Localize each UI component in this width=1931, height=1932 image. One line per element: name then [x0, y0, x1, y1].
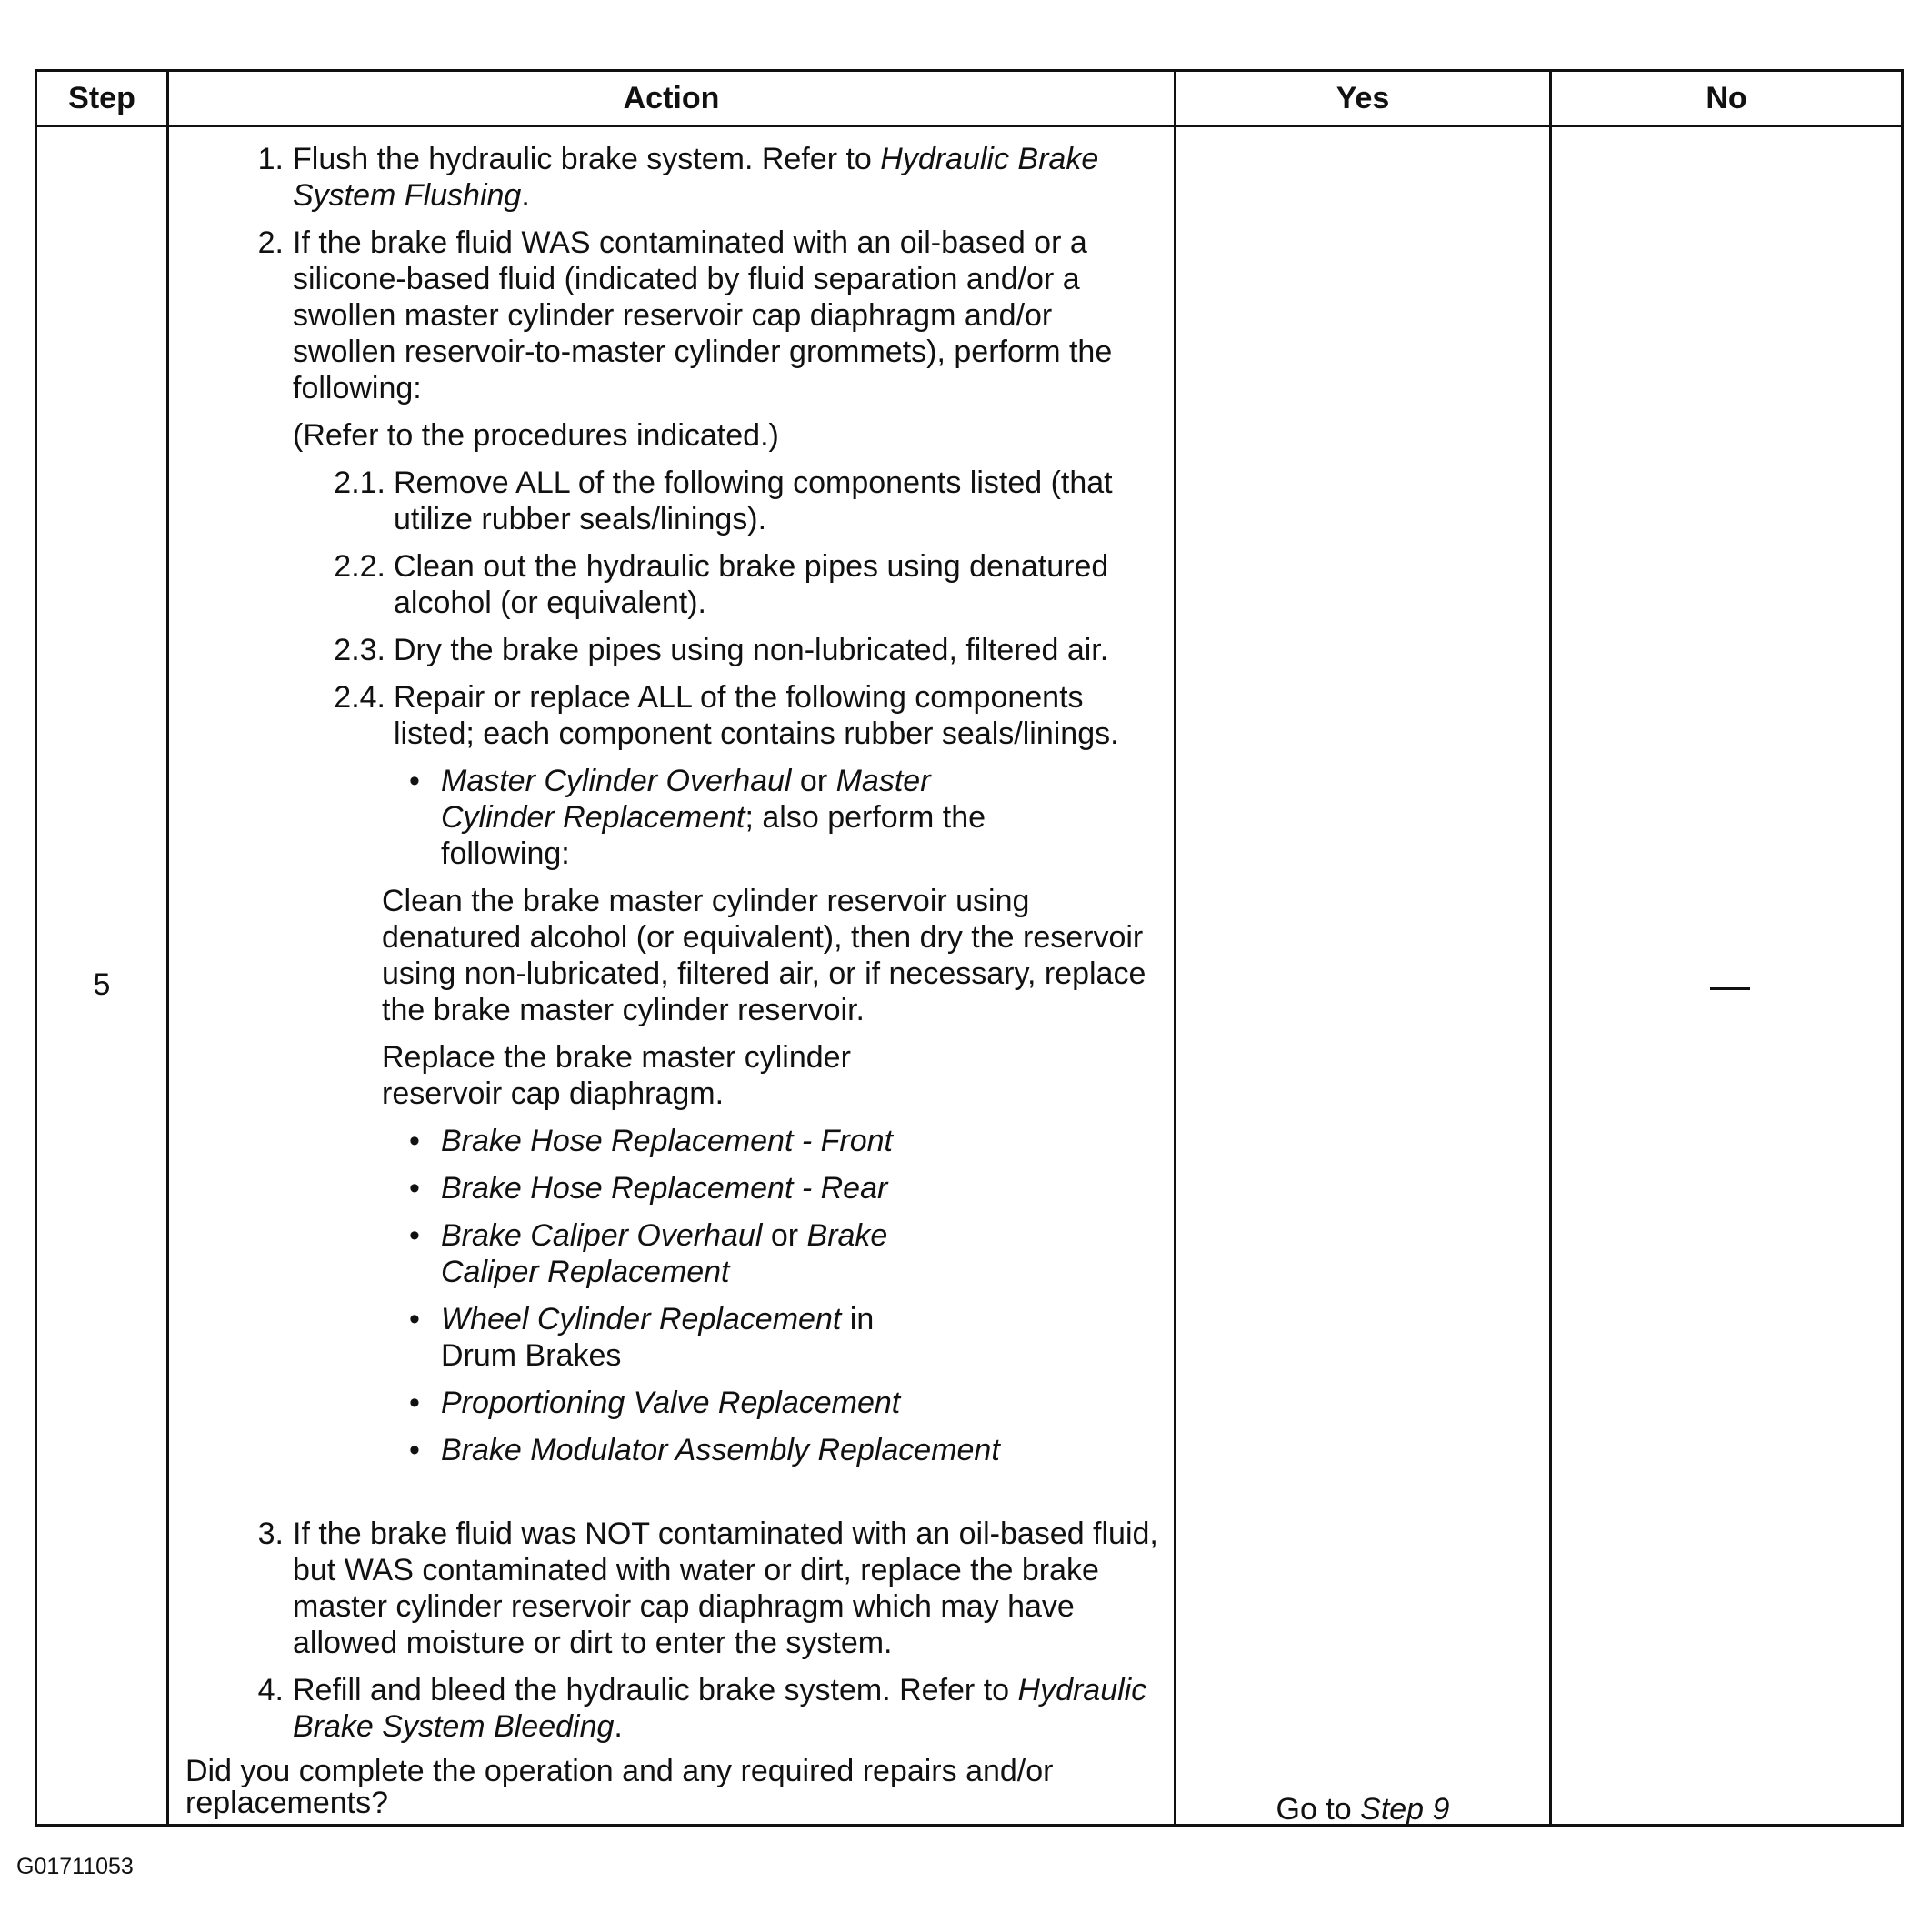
procedure-reference: Master Cylinder Overhaul [441, 764, 792, 798]
bullet-tail: ; also perform the following: [441, 800, 986, 871]
item-text: If the brake fluid was NOT contaminated with an oil-based fluid, but WAS contaminated with water or dirt, replace the brake master cylinder reservoir cap diaphragm which may have allowed moisture or dirt to enter the system. [293, 1517, 1158, 1660]
subitem-text: Clean out the hydraulic brake pipes using denatured alcohol (or equivalent). [394, 549, 1109, 620]
procedure-reference: Master Cylinder Replacement [441, 764, 931, 835]
header-step: Step [68, 81, 135, 115]
conjunction: or [791, 764, 836, 798]
procedure-reference: Proportioning Valve Replacement [441, 1386, 901, 1420]
item-text: Flush the hydraulic brake system. Refer to [293, 142, 881, 176]
procedure-reference: Hydraulic Brake System Bleeding [293, 1673, 1147, 1744]
header-yes: Yes [1336, 81, 1390, 115]
item-text: Refill and bleed the hydraulic brake system. Refer to [293, 1673, 1018, 1707]
yes-prefix: Go to [1276, 1792, 1361, 1827]
action-subitem-2-3 [169, 632, 1164, 668]
diagnostic-table [35, 69, 1904, 1827]
subitem-text: Remove ALL of the following components listed (that utilize rubber seals/linings). [394, 465, 1113, 536]
item-number: 3. [257, 1517, 284, 1551]
action-item-3 [169, 1516, 1164, 1661]
bullet-tail: in Drum Brakes [441, 1302, 875, 1373]
subitem-number: 2.2. [334, 549, 385, 584]
bullet-icon: • [409, 1386, 420, 1420]
action-item-4 [169, 1672, 1164, 1745]
bullet-item [169, 1217, 1164, 1290]
bullet-item [169, 1301, 1164, 1374]
action-cell [169, 127, 1164, 1819]
no-outcome-dash [1710, 987, 1750, 990]
bullet-icon: • [409, 1124, 420, 1158]
procedure-reference: Brake Caliper Overhaul [441, 1218, 763, 1253]
header-no: No [1706, 81, 1747, 115]
refer-note: (Refer to the procedures indicated.) [293, 418, 779, 453]
item-number: 2. [257, 225, 284, 260]
bullet-item [169, 763, 1164, 872]
item-text-end: . [521, 178, 530, 213]
replace-instruction: Replace the brake master cylinder reservoir cap diaphragm. [382, 1040, 851, 1111]
procedure-reference: Brake Caliper Replacement [441, 1218, 888, 1289]
action-subitem-2-4 [169, 679, 1164, 752]
procedure-reference: Wheel Cylinder Replacement [441, 1302, 842, 1336]
column-divider [1174, 72, 1176, 1824]
bullet-item [169, 1123, 1164, 1159]
procedure-reference: Hydraulic Brake System Flushing [293, 142, 1099, 213]
bullet-icon: • [409, 1433, 420, 1467]
bullet-item [169, 1385, 1164, 1421]
clean-instruction: Clean the brake master cylinder reservoir using denatured alcohol (or equivalent), then dry the reservoir using non-lubricated, filtered air, or if necessary, replace the brake master cylinder reservoir. [382, 884, 1146, 1027]
bullet-item [169, 1170, 1164, 1206]
subitem-number: 2.4. [334, 680, 385, 715]
bullet-icon: • [409, 1302, 420, 1336]
subitem-number: 2.1. [334, 465, 385, 500]
action-subitem-2-1 [169, 465, 1164, 537]
step-number: 5 [93, 967, 111, 1002]
subitem-text: Repair or replace ALL of the following components listed; each component contains rubber seals/linings. [394, 680, 1119, 751]
step-link: Step 9 [1360, 1792, 1450, 1827]
bullet-icon: • [409, 1171, 420, 1206]
item-text-end: . [614, 1709, 623, 1744]
bullet-icon: • [409, 764, 420, 798]
figure-id: G01711053 [16, 1854, 134, 1879]
column-divider [1549, 72, 1552, 1824]
action-subitem-2-2 [169, 548, 1164, 621]
procedure-reference: Brake Hose Replacement - Front [441, 1124, 893, 1158]
item-text: If the brake fluid WAS contaminated with an oil-based or a silicone-based fluid (indicated by fluid separation and/or a swollen master cylinder reservoir cap diaphragm and/or swollen reservoir-to-master cylinder grommets), perform the following: [293, 225, 1113, 405]
completion-question: Did you complete the operation and any required repairs and/or replacements? [185, 1754, 1054, 1820]
yes-outcome [1176, 1791, 1549, 1827]
item-number: 4. [257, 1673, 284, 1707]
item-number: 1. [257, 142, 284, 176]
action-item-1 [169, 141, 1164, 214]
conjunction: or [762, 1218, 807, 1253]
bullet-icon: • [409, 1218, 420, 1253]
subitem-text: Dry the brake pipes using non-lubricated, filtered air. [394, 633, 1109, 667]
action-item-2 [169, 225, 1164, 406]
procedure-reference: Brake Modulator Assembly Replacement [441, 1433, 1000, 1467]
header-action: Action [623, 81, 720, 115]
procedure-reference: Brake Hose Replacement - Rear [441, 1171, 888, 1206]
bullet-item [169, 1432, 1164, 1468]
subitem-number: 2.3. [334, 633, 385, 667]
